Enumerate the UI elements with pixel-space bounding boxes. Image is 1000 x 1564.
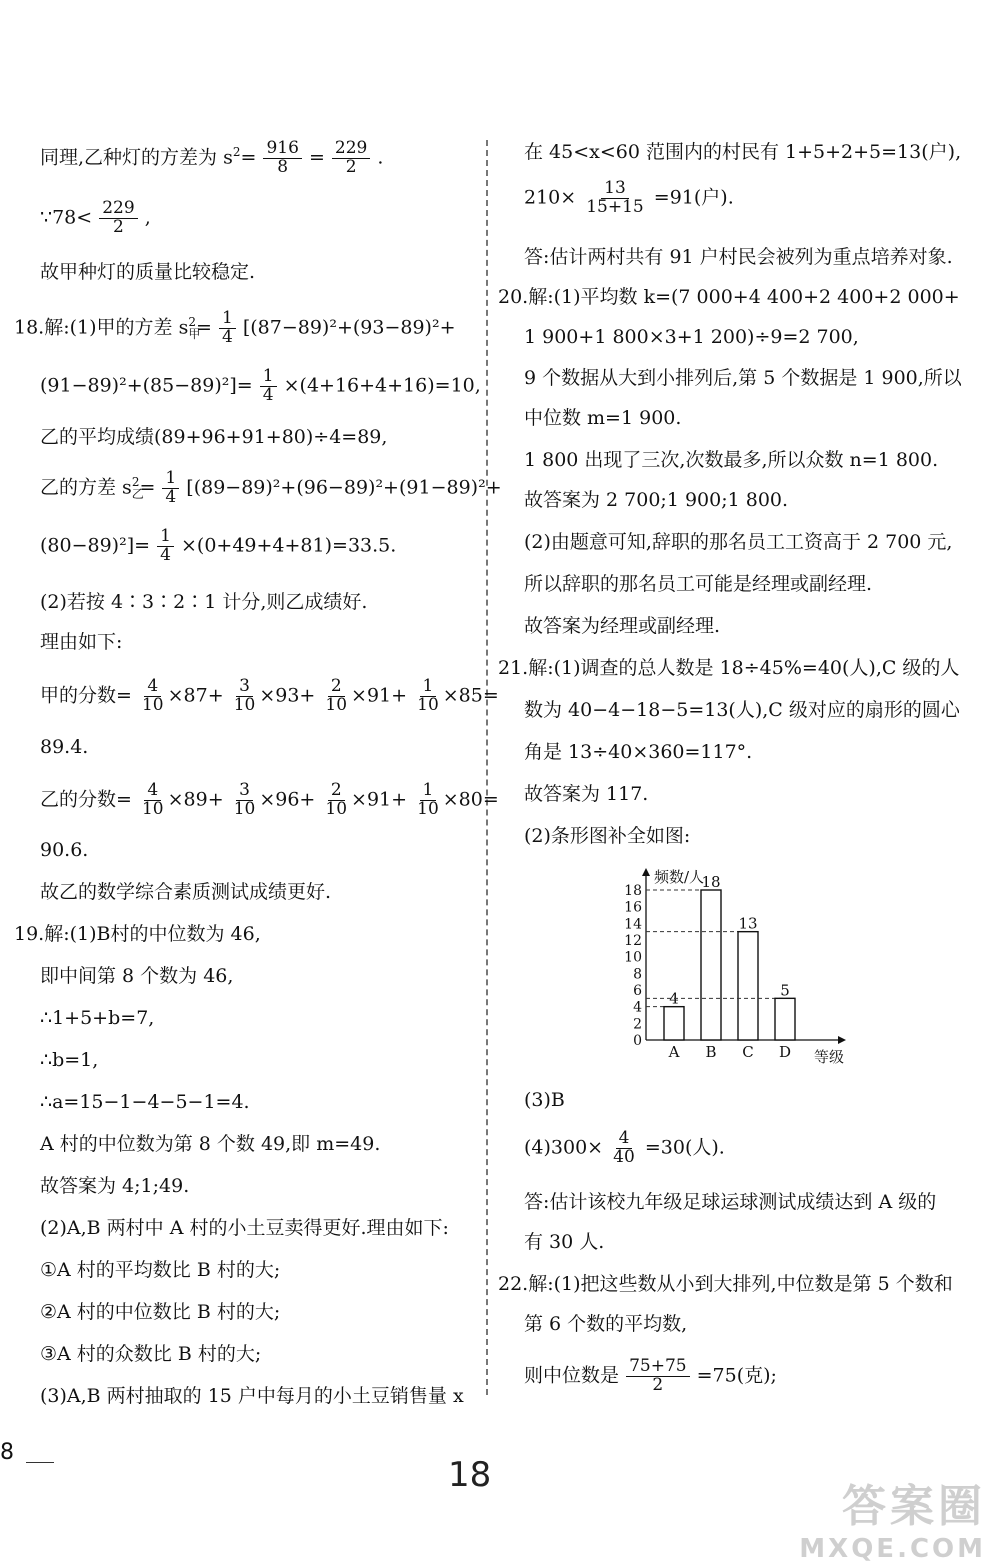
text: ×93+	[259, 684, 316, 707]
line: 故答案为 2 700;1 900;1 800.	[524, 489, 789, 511]
x-tick-label: D	[778, 1043, 792, 1061]
fraction	[231, 782, 259, 819]
line	[40, 368, 481, 405]
denominator: 10	[141, 798, 164, 819]
line: 故甲种灯的质量比较稳定.	[40, 261, 256, 283]
text: [(87−89)²+(93−89)²+	[242, 316, 456, 339]
line: ③A 村的众数比 B 村的大;	[40, 1343, 262, 1365]
line: 乙的方差 $s_乙^2=$ $\frac{1}{4}$ [(89−89)²+(96−89)²+(91−89)²+	[40, 468, 502, 507]
line: 故答案为 117.	[524, 783, 649, 805]
denominator: 10	[417, 694, 439, 715]
numerator: 75+75	[626, 1358, 690, 1377]
text: =	[139, 476, 156, 499]
denominator: 10	[417, 798, 439, 819]
line: 同理,乙种灯的方差为 $s^2=$ $\frac{916}{8}$ = $\frac{229}{2}$ .	[40, 138, 384, 177]
line: ①A 村的平均数比 B 村的大;	[40, 1259, 281, 1281]
footer-dash	[26, 1462, 54, 1463]
fraction	[414, 678, 442, 715]
text: =	[240, 146, 257, 169]
line: 角是 13÷40×360=117°.	[524, 741, 753, 763]
line: 所以辞职的那名员工可能是经理或副经理.	[524, 573, 873, 595]
text: ×85=	[442, 684, 499, 707]
denominator: 10	[325, 694, 348, 715]
data-label: 4	[669, 989, 679, 1008]
numerator: 1	[420, 678, 437, 697]
line: (2)A,B 两村中 A 村的小土豆卖得更好.理由如下:	[40, 1217, 449, 1239]
numerator: 3	[236, 678, 253, 697]
numerator: 4	[144, 782, 161, 801]
text: =	[195, 316, 212, 339]
x-tick-label: A	[668, 1043, 680, 1061]
line: 90.6.	[40, 839, 89, 861]
fraction	[332, 140, 370, 177]
watermark	[799, 1470, 986, 1564]
denominator: 4	[165, 486, 177, 507]
text: ×(4+16+4+16)=10,	[283, 374, 481, 397]
column-divider	[486, 140, 488, 1395]
text: ×91+	[351, 788, 408, 811]
line: 有 30 人.	[524, 1231, 605, 1253]
handwritten-page-number: 18	[448, 1455, 492, 1495]
numerator: 1	[260, 368, 277, 387]
fraction	[157, 528, 174, 565]
text: 18.解:(1)甲的方差 s	[14, 316, 189, 339]
text: =91(户).	[653, 186, 734, 209]
text: (4)300×	[524, 1136, 604, 1159]
fraction	[260, 368, 277, 405]
bar-chart	[616, 862, 856, 1072]
numerator: 916	[263, 140, 301, 159]
numerator: 2	[328, 782, 345, 801]
denominator: 2	[345, 156, 357, 177]
y-tick-label: 14	[624, 916, 642, 933]
line: 22.解:(1)把这些数从小到大排列,中位数是第 5 个数和	[498, 1273, 953, 1295]
subscript: 乙	[131, 487, 144, 502]
denominator: 10	[325, 798, 348, 819]
data-label: 18	[701, 873, 721, 891]
line: 故答案为经理或副经理.	[524, 615, 721, 637]
bar	[701, 890, 721, 1040]
line: (3)A,B 两村抽取的 15 户中每月的小土豆销售量 x	[40, 1385, 464, 1407]
line	[524, 1358, 777, 1395]
text: 则中位数是	[524, 1364, 620, 1387]
numerator: 4	[144, 678, 161, 697]
numerator: 13	[601, 180, 629, 199]
text: ×(0+49+4+81)=33.5.	[180, 534, 397, 557]
line: 89.4.	[40, 736, 89, 758]
text: ×89+	[167, 788, 224, 811]
fraction	[322, 678, 350, 715]
fraction	[583, 180, 647, 217]
numerator: 1	[157, 528, 174, 547]
denominator: 15+15	[586, 196, 644, 217]
fraction	[263, 140, 301, 177]
denominator: 10	[141, 694, 164, 715]
text: =30(人).	[644, 1136, 725, 1159]
denominator: 2	[113, 216, 124, 237]
numerator: 1	[162, 470, 179, 489]
line: 数为 40−4−18−5=13(人),C 级对应的扇形的圆心	[524, 699, 960, 721]
numerator: 1	[219, 310, 236, 329]
line: 9 个数据从大到小排列后,第 5 个数据是 1 900,所以	[524, 367, 962, 389]
fraction	[162, 470, 179, 507]
text: [(89−89)²+(96−89)²+(91−89)²+	[186, 476, 502, 499]
text: ×91+	[351, 684, 408, 707]
line: (2)由题意可知,辞职的那名员工工资高于 2 700 元,	[524, 531, 953, 553]
denominator: 4	[221, 326, 233, 347]
line	[524, 180, 734, 217]
denominator: 4	[262, 384, 274, 405]
y-tick-label: 10	[624, 949, 642, 966]
line: ②A 村的中位数比 B 村的大;	[40, 1301, 281, 1323]
y-tick-label: 2	[633, 1016, 642, 1033]
subscript: 甲	[188, 327, 201, 342]
line: 答:估计该校九年级足球运球测试成绩达到 A 级的	[524, 1191, 937, 1213]
numerator: 4	[616, 1130, 633, 1149]
fraction	[322, 782, 350, 819]
data-label: 5	[780, 981, 790, 1000]
text: 乙的分数=	[40, 788, 132, 811]
fraction	[139, 782, 167, 819]
text: ×80=	[442, 788, 499, 811]
line: (3)B	[524, 1089, 565, 1111]
line: 在 45<x<60 范围内的村民有 1+5+2+5=13(户),	[524, 141, 962, 163]
line: 乙的平均成绩(89+96+91+80)÷4=89,	[40, 426, 388, 448]
numerator: 229	[332, 140, 370, 159]
line: A 村的中位数为第 8 个数 49,即 m=49.	[40, 1133, 381, 1155]
x-tick-label: B	[705, 1043, 717, 1061]
denominator: 2	[652, 1374, 664, 1395]
text: ,	[144, 206, 151, 229]
numerator: 2	[328, 678, 345, 697]
y-axis-label: 频数/人	[654, 868, 705, 886]
y-tick-label: 6	[633, 983, 642, 999]
fraction	[219, 310, 236, 347]
line	[524, 1130, 725, 1167]
fraction	[414, 782, 442, 819]
x-tick-label: C	[742, 1043, 754, 1061]
line: (2)条形图补全如图:	[524, 825, 691, 847]
page-mark: 8	[0, 1440, 14, 1465]
bar	[738, 932, 758, 1040]
text: ×87+	[167, 684, 224, 707]
text: (80−89)²]=	[40, 534, 151, 557]
x-axis-arrow	[838, 1036, 846, 1044]
numerator: 1	[420, 782, 437, 801]
text: (91−89)²+(85−89)²]=	[40, 374, 253, 397]
bar	[664, 1007, 684, 1040]
line: 21.解:(1)调查的总人数是 18÷45%=40(人),C 级的人	[498, 657, 960, 679]
denominator: 4	[160, 544, 171, 565]
line: 19.解:(1)B村的中位数为 46,	[14, 923, 261, 945]
text: ∵78<	[40, 206, 93, 229]
text: =75(克);	[696, 1364, 777, 1387]
watermark-url: MXQE.COM	[799, 1534, 986, 1564]
y-tick-label: 0	[633, 1033, 642, 1049]
y-tick-label: 16	[624, 899, 642, 916]
denominator: 10	[233, 694, 256, 715]
line: ∴b=1,	[40, 1049, 99, 1071]
numerator: 3	[236, 782, 253, 801]
line: 第 6 个数的平均数,	[524, 1313, 688, 1335]
numerator: 229	[99, 200, 137, 219]
y-tick-label: 18	[624, 883, 642, 899]
line: 18.解:(1)甲的方差 $s_甲^2=$ $\frac{1}{4}$ [(87−89)²+(93−89)²+	[14, 308, 456, 347]
text: 乙的方差 s	[40, 476, 132, 499]
line: 1 900+1 800×3+1 200)÷9=2 700,	[524, 326, 859, 348]
watermark-logo-text: 答案圈	[842, 1481, 986, 1532]
line: (2)若按 4∶3∶2∶1 计分,则乙成绩好.	[40, 591, 368, 613]
text: 同理,乙种灯的方差为 s	[40, 146, 233, 169]
text: 210×	[524, 186, 577, 209]
text: .	[377, 146, 384, 169]
y-axis-arrow	[642, 868, 650, 876]
line: 答:估计两村共有 91 户村民会被列为重点培养对象.	[524, 246, 953, 268]
y-tick-label: 12	[624, 933, 642, 949]
line	[40, 678, 499, 715]
y-tick-label: 8	[633, 966, 642, 983]
line	[40, 528, 396, 565]
text: =	[308, 146, 325, 169]
line: ∴a=15−1−4−5−1=4.	[40, 1091, 250, 1113]
line	[40, 782, 499, 819]
line: 故乙的数学综合素质测试成绩更好.	[40, 881, 332, 903]
fraction	[99, 200, 137, 237]
data-label: 13	[738, 914, 758, 933]
fraction	[231, 678, 259, 715]
line: 故答案为 4;1;49.	[40, 1175, 190, 1197]
line: 理由如下:	[40, 631, 123, 653]
line: 中位数 m=1 900.	[524, 407, 682, 429]
line: ∴1+5+b=7,	[40, 1007, 155, 1029]
line: 20.解:(1)平均数 k=(7 000+4 400+2 400+2 000+	[498, 286, 960, 308]
fraction	[139, 678, 167, 715]
line	[40, 200, 151, 237]
denominator: 8	[277, 156, 289, 177]
y-tick-label: 4	[633, 999, 642, 1016]
bar	[775, 998, 795, 1040]
fraction	[610, 1130, 638, 1167]
denominator: 40	[613, 1146, 635, 1167]
denominator: 10	[233, 798, 256, 819]
line: 即中间第 8 个数为 46,	[40, 965, 234, 987]
text: 甲的分数=	[40, 684, 132, 707]
x-axis-label: 等级	[814, 1048, 845, 1066]
fraction	[626, 1358, 690, 1395]
text: ×96+	[259, 788, 316, 811]
line: 1 800 出现了三次,次数最多,所以众数 n=1 800.	[524, 449, 939, 471]
